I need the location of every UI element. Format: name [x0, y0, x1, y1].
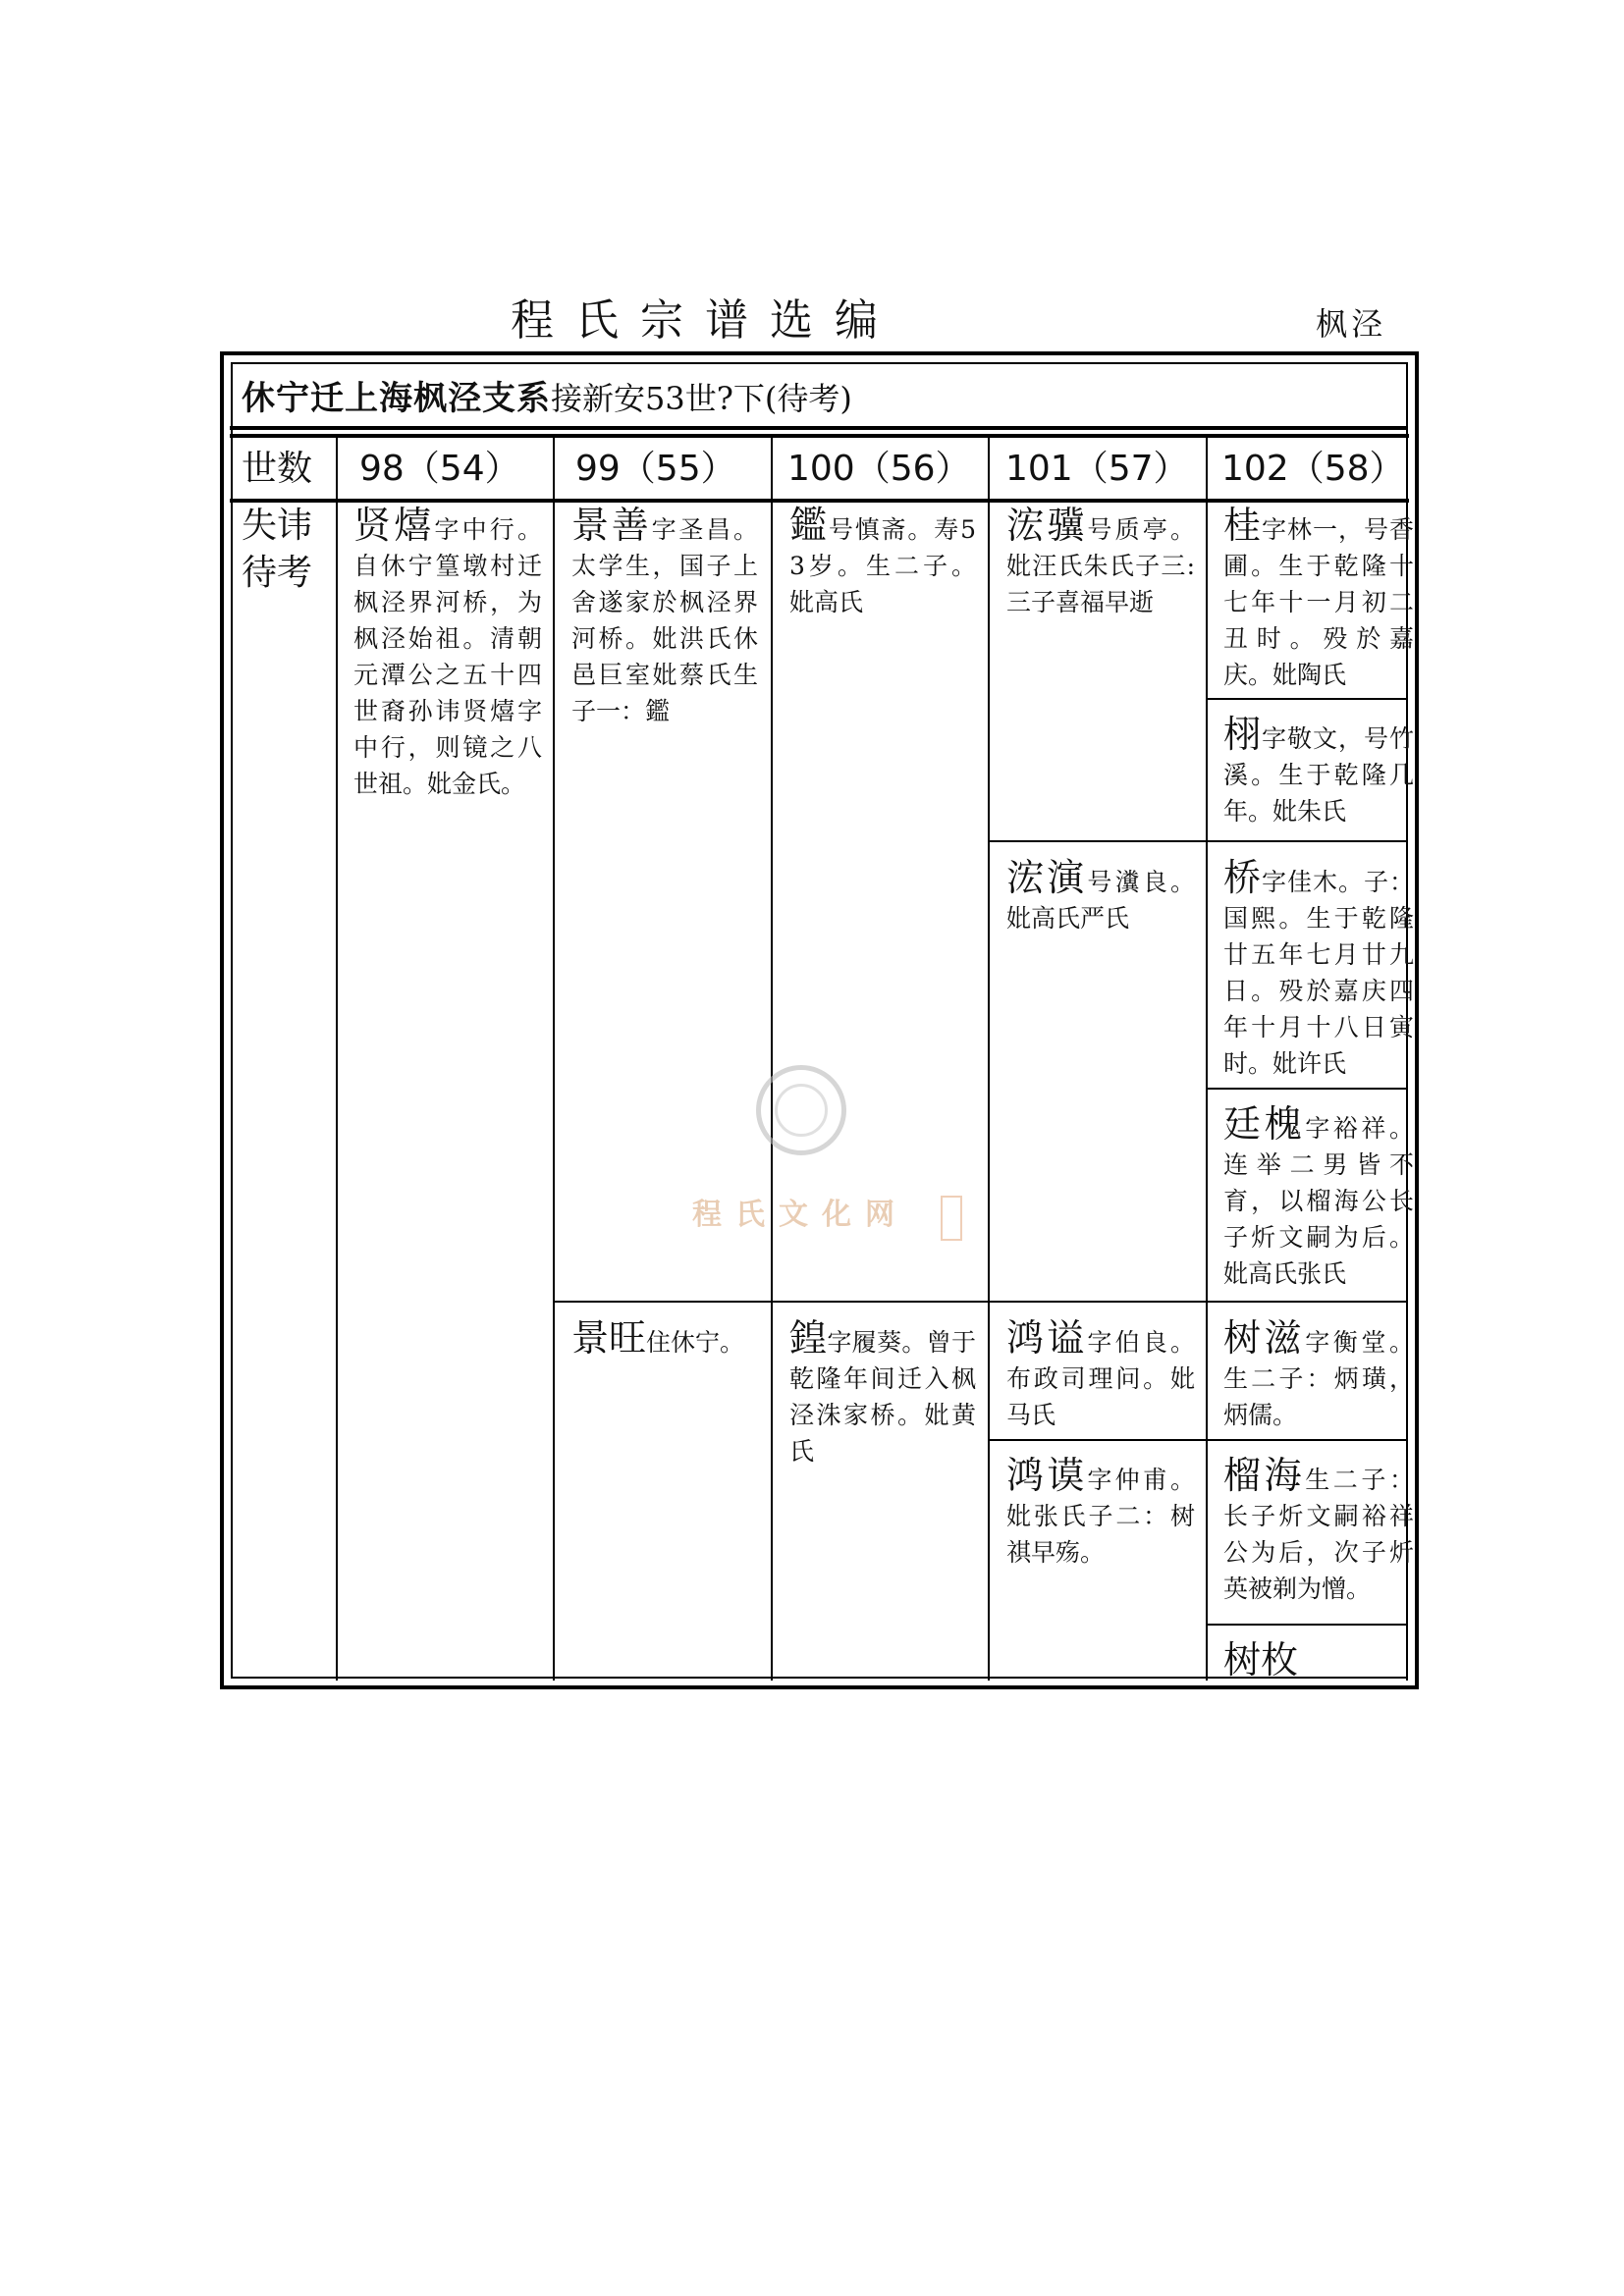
- person-entry-jingshan: [571, 503, 758, 807]
- person-note: 字佳木。子：国熙。生于乾隆廿五年七月廿九日。殁於嘉庆四年十月十八日寅时。妣许氏: [1223, 868, 1414, 1078]
- person-name: 栩: [1223, 713, 1262, 756]
- col-header-gen-99: 99（55）: [575, 449, 736, 489]
- grid-line: [1207, 1439, 1406, 1441]
- grid-line: [1207, 698, 1406, 700]
- person-note: 字林一，号香圃。生于乾隆十七年十一月初二丑时。殁於嘉庆。妣陶氏: [1223, 515, 1414, 689]
- person-note: 字履葵。曾于乾隆年间迁入枫泾洙家桥。妣黄氏: [789, 1328, 976, 1466]
- person-entry-shumei: [1223, 1637, 1414, 1682]
- person-entry-jingwang: [571, 1315, 758, 1374]
- col-header-label: 世数: [242, 449, 313, 489]
- person-note: 字衡堂。生二子：炳璜，炳儒。: [1223, 1328, 1414, 1429]
- person-note: 号慎斋。寿53岁。生二子。妣高氏: [789, 515, 976, 616]
- person-note: 住休宁。: [646, 1328, 745, 1357]
- person-entry-jian: [789, 503, 976, 640]
- grid-line: [989, 840, 1406, 842]
- person-entry-hongyan: [1006, 855, 1195, 963]
- person-name: 鑑: [789, 504, 829, 547]
- place-label: 枫泾: [1316, 305, 1387, 343]
- grid-line: [1207, 1624, 1406, 1626]
- person-entry-hongyi: [1006, 1315, 1195, 1437]
- person-name: 浤骥: [1006, 504, 1088, 547]
- watermark-text: 程氏文化网: [692, 1198, 908, 1232]
- branch-header: [242, 371, 852, 426]
- person-name: 鸿谟: [1006, 1454, 1088, 1497]
- person-name: 浤演: [1006, 856, 1088, 899]
- person-note: 字中行。自休宁篁墩村迁枫泾界河桥，为枫泾始祖。清朝元潭公之五十四世裔孙讳贤熺字中行，则镜之八世祖。妣金氏。: [353, 515, 542, 798]
- person-note: 生二子：长子炘文嗣裕祥公为后，次子炘英被剃为憎。: [1223, 1466, 1414, 1603]
- person-name: 桥: [1223, 856, 1262, 899]
- watermark-logo-icon: [756, 1065, 846, 1155]
- col-header-gen-102: 102（58）: [1221, 449, 1405, 489]
- grid-line: [988, 434, 990, 1681]
- watermark-seal-icon: [941, 1196, 962, 1241]
- grid-line: [553, 434, 555, 1681]
- col-header-gen-101: 101（57）: [1005, 449, 1189, 489]
- grid-line: [989, 1439, 1206, 1441]
- person-note: 号瀵良。妣高氏严氏: [1006, 868, 1195, 933]
- person-name: 鍠: [789, 1316, 828, 1360]
- person-entry-hongji: [1006, 503, 1195, 650]
- person-name: 榴海: [1223, 1454, 1306, 1497]
- person-entry-xu: [1223, 712, 1414, 839]
- person-name: 鸿谥: [1006, 1316, 1088, 1360]
- grid-line: [230, 434, 1409, 438]
- grid-line: [771, 434, 773, 1681]
- person-entry-tinghuai: [1223, 1101, 1414, 1298]
- grid-line: [336, 434, 338, 1681]
- person-note: 字伯良。布政司理问。妣马氏: [1006, 1328, 1195, 1429]
- row-label: 失讳待考: [242, 506, 313, 593]
- person-name: 贤熺: [353, 504, 435, 547]
- person-entry-qiao: [1223, 855, 1414, 1087]
- person-note: 字敬文，号竹溪。生于乾隆几年。妣朱氏: [1223, 724, 1414, 826]
- person-note: 字仲甫。妣张氏子二：树祺早殇。: [1006, 1466, 1195, 1567]
- person-name: 景善: [571, 504, 652, 547]
- col-header-gen-100: 100（56）: [787, 449, 971, 489]
- person-entry-huang: [789, 1315, 976, 1482]
- person-entry-xianxi: [353, 503, 542, 856]
- person-entry-liuhai: [1223, 1453, 1414, 1622]
- grid-line: [554, 1301, 1406, 1303]
- branch-note: 接新安53世?下(待考): [551, 380, 852, 417]
- person-note: 字圣昌。太学生，国子上舍遂家於枫泾界河桥。妣洪氏休邑巨室妣蔡氏生子一：鑑: [571, 515, 758, 725]
- person-entry-gui: [1223, 503, 1414, 695]
- person-name: 桂: [1223, 504, 1262, 547]
- branch-name: 休宁迁上海枫泾支系: [242, 379, 551, 418]
- person-entry-shuzi: [1223, 1315, 1414, 1437]
- person-note: 号质亭。妣汪氏朱氏子三:三子喜福早逝: [1006, 515, 1195, 616]
- grid-line: [1207, 1088, 1406, 1090]
- person-name: 树滋: [1223, 1316, 1306, 1360]
- person-name: 廷槐: [1223, 1102, 1306, 1146]
- person-name: 树枚: [1223, 1638, 1299, 1682]
- grid-line: [1206, 434, 1208, 1681]
- person-name: 景旺: [571, 1316, 647, 1360]
- person-entry-hongmo: [1006, 1453, 1195, 1575]
- page-title: 程氏宗谱选编: [511, 295, 899, 346]
- person-note: 字裕祥。连举二男皆不育，以榴海公长子炘文嗣为后。妣高氏张氏: [1223, 1114, 1414, 1288]
- col-header-gen-98: 98（54）: [359, 449, 520, 489]
